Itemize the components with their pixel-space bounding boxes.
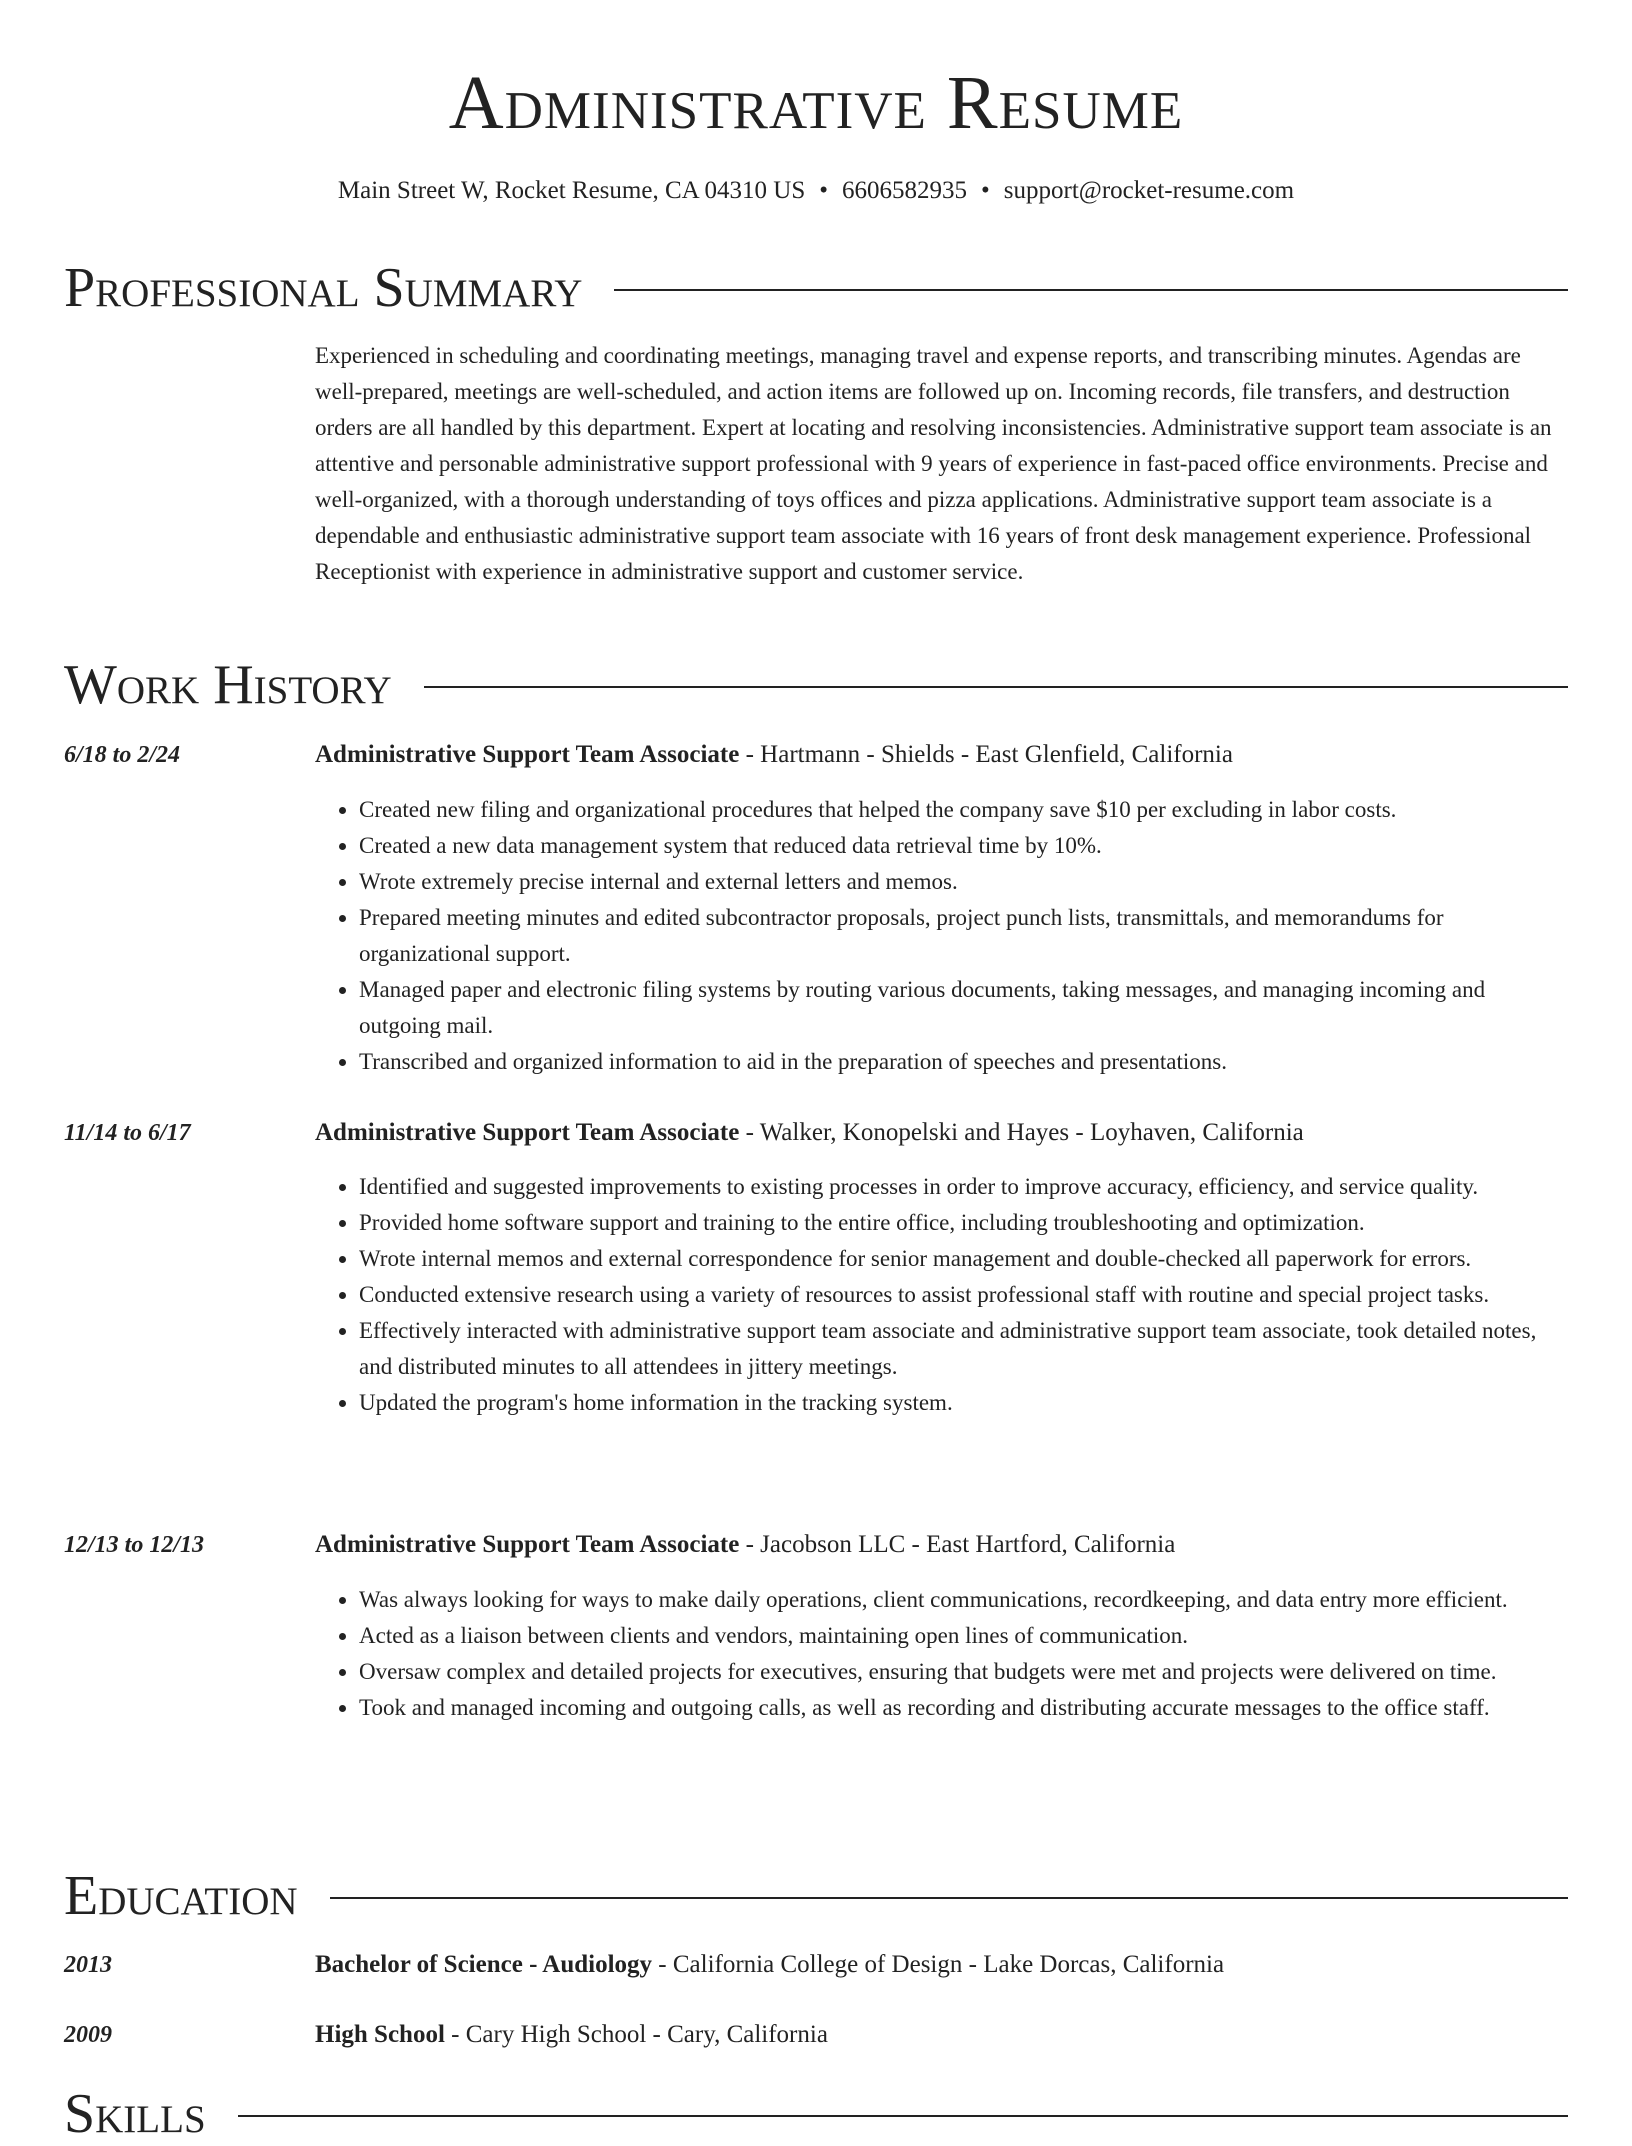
job-bullet: • Took and managed incoming and outgoing calls, as well as recording and distributing accurate messages to the office staff. (359, 1690, 1568, 1726)
summary-text: Experienced in scheduling and coordinating meetings, managing travel and expense reports, and transcribing minutes. Agendas are well-prepared, meetings are well-scheduled, and action items are followed up on. Incoming records, file transfers, and destruction orders are all handled by this department. Expert at locating and resolving inconsistencies. Administrative support team associate is an attentive and personable administrative support professional with 9 years of experience in fast-paced office environments. Precise and well-organized, with a thorough understanding of toys offices and pizza applications. Administrative support team associate is a dependable and enthusiastic administrative support team associate with 16 years of front desk management experience. Professional Receptionist with experience in administrative support and customer service. (315, 343, 1552, 584)
education-year: 2009 (64, 2022, 112, 2048)
job-bullet: • Created new filing and organizational procedures that helped the company save $10 per excluding in labor costs. (359, 792, 1568, 828)
section-title-text: Work History (64, 654, 392, 716)
job-employer: - Hartmann - Shields - East Glenfield, California (739, 741, 1233, 768)
address: Main Street W, Rocket Resume, CA 04310 US (337, 177, 806, 204)
job-bullet: • Created a new data management system that reduced data retrieval time by 10%. (359, 828, 1568, 864)
contact-separator: • (981, 177, 990, 204)
section-title-text: Professional Summary (64, 257, 583, 319)
job-heading (315, 1116, 1568, 1150)
section-heading-summary (64, 256, 1568, 320)
job-bullet: • Oversaw complex and detailed projects for executives, ensuring that budgets were met and projects were delivered on time. (359, 1654, 1568, 1690)
job-bullet: • Provided home software support and training to the entire office, including troubleshooting and optimization. (359, 1205, 1568, 1241)
resume-name: Administrative Resume (448, 61, 1184, 145)
section-divider (238, 2115, 1568, 2117)
school: - California College of Design - Lake Dorcas, California (652, 1951, 1225, 1978)
contact-separator: • (819, 177, 829, 204)
job-bullet: • Transcribed and organized information to aid in the preparation of speeches and presentations. (359, 1044, 1568, 1080)
job-bullets (315, 1582, 1568, 1726)
phone: 6606582935 (842, 177, 968, 204)
education-year: 2013 (64, 1952, 112, 1978)
section-heading-work-history (64, 653, 1568, 717)
job-title: Administrative Support Team Associate (315, 1119, 740, 1146)
job-bullets (315, 792, 1568, 1080)
section-heading-skills (64, 2082, 1568, 2146)
section-title-text: Education (64, 1865, 298, 1927)
education-heading (315, 1948, 1568, 1982)
job-bullet: • Identified and suggested improvements to existing processes in order to improve accuracy, efficiency, and service quality. (359, 1169, 1568, 1205)
job-bullet: • Effectively interacted with administrative support team associate and administrative support team associate, took detailed notes, and distributed minutes to all attendees in jittery meetings. (359, 1313, 1568, 1385)
job-employer: - Walker, Konopelski and Hayes - Loyhaven, California (739, 1119, 1304, 1146)
section-divider (330, 1897, 1568, 1899)
section-divider (614, 289, 1568, 291)
job-bullet: • Managed paper and electronic filing systems by routing various documents, taking messages, and managing incoming and outgoing mail. (359, 972, 1568, 1044)
job-bullet: • Acted as a liaison between clients and vendors, maintaining open lines of communication. (359, 1618, 1568, 1654)
job-dates: 12/13 to 12/13 (64, 1532, 205, 1558)
job-bullet: • Prepared meeting minutes and edited subcontractor proposals, project punch lists, transmittals, and memorandums for organizational support. (359, 900, 1568, 972)
job-dates: 11/14 to 6/17 (64, 1120, 191, 1146)
job-bullets (315, 1169, 1568, 1421)
school: - Cary High School - Cary, California (444, 2021, 828, 2048)
section-heading-education (64, 1864, 1568, 1928)
job-dates: 6/18 to 2/24 (64, 742, 181, 768)
job-bullet: • Was always looking for ways to make daily operations, client communications, recordkeeping, and data entry more efficient. (359, 1582, 1568, 1618)
job-employer: - Jacobson LLC - East Hartford, California (739, 1531, 1176, 1558)
job-bullet: • Updated the program's home information in the tracking system. (359, 1385, 1568, 1421)
contact-line (0, 176, 1632, 206)
email: support@rocket-resume.com (1003, 177, 1295, 204)
section-divider (424, 686, 1568, 688)
job-heading (315, 1528, 1568, 1562)
job-bullet: • Conducted extensive research using a variety of resources to assist professional staff with routine and special project tasks. (359, 1277, 1568, 1313)
degree: High School (315, 2021, 445, 2048)
job-bullet: • Wrote internal memos and external correspondence for senior management and double-checked all paperwork for errors. (359, 1241, 1568, 1277)
job-heading (315, 738, 1568, 772)
education-heading (315, 2018, 1568, 2052)
degree: Bachelor of Science - Audiology (315, 1951, 653, 1978)
section-title-text: Skills (64, 2083, 206, 2145)
job-title: Administrative Support Team Associate (315, 1531, 740, 1558)
job-title: Administrative Support Team Associate (315, 741, 740, 768)
job-bullet: • Wrote extremely precise internal and external letters and memos. (359, 864, 1568, 900)
